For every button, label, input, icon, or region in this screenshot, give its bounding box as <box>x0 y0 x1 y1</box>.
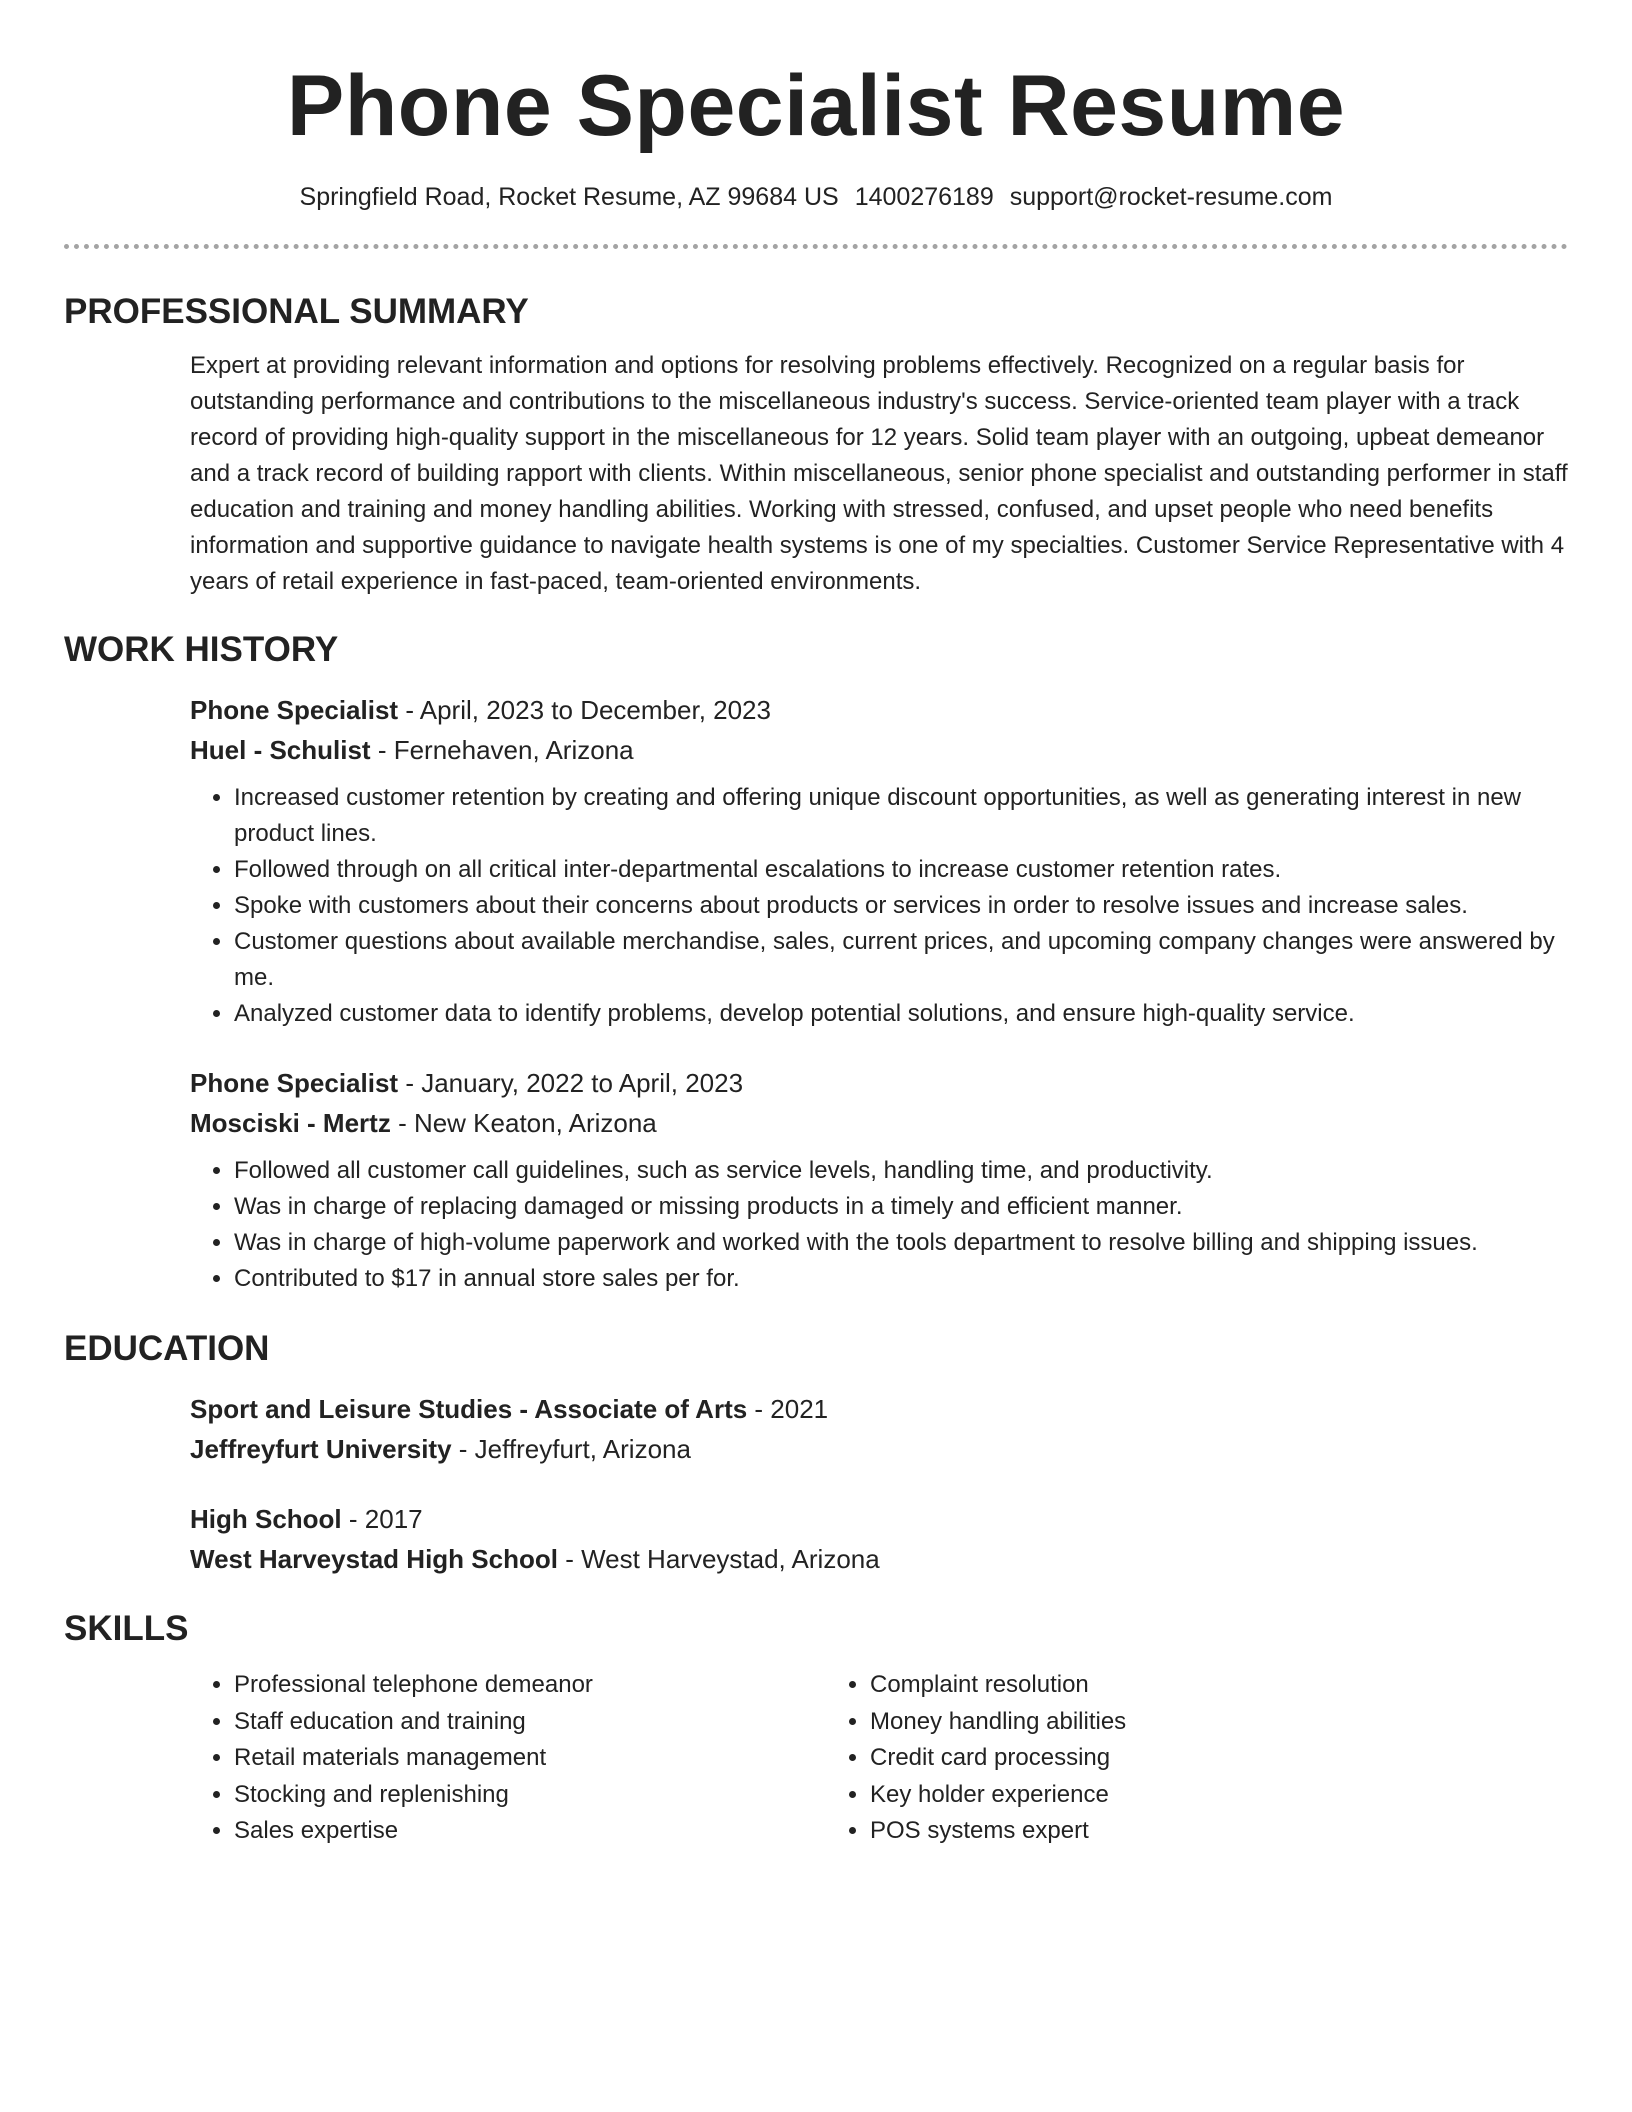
list-item: • Spoke with customers about their concerns about products or services in order to resolve issues and increase sales. <box>234 888 1568 924</box>
work-history-heading: WORK HISTORY <box>64 630 339 669</box>
degree-year: - 2017 <box>348 1504 423 1534</box>
job-dates: - January, 2022 to April, 2023 <box>405 1068 744 1098</box>
summary-heading: PROFESSIONAL SUMMARY <box>64 292 529 331</box>
job-location: - New Keaton, Arizona <box>398 1108 657 1138</box>
job-title: Phone Specialist <box>190 1068 399 1098</box>
school-line <box>190 1539 1568 1579</box>
education-heading: EDUCATION <box>64 1329 270 1368</box>
education-entry <box>190 1499 1568 1579</box>
skill-item: • POS systems expert <box>870 1813 1426 1850</box>
summary-section <box>64 290 1568 600</box>
job-company: Huel - Schulist <box>190 735 371 765</box>
skill-item: • Retail materials management <box>234 1740 826 1777</box>
summary-text: Expert at providing relevant information and options for resolving problems effectively. Recognized on a regular basis for outstanding performance and contributions to the miscellaneous industry's success. Service-oriented team player with a track record of providing high-quality support in the miscellaneous for 12 years. Solid team player with an outgoing, upbeat demeanor and a track record of building rapport with clients. Within miscellaneous, senior phone specialist and outstanding performer in staff education and training and money handling abilities. Working with stressed, confused, and upset people who need benefits information and supportive guidance to navigate health systems is one of my specialties. Customer Service Representative with 4 years of retail experience in fast-paced, team-oriented environments. <box>190 352 1568 595</box>
degree-name: High School <box>190 1504 342 1534</box>
work-history-section <box>64 628 1568 1297</box>
degree-year: - 2021 <box>754 1394 829 1424</box>
skill-item: • Complaint resolution <box>870 1667 1426 1704</box>
job-dates: - April, 2023 to December, 2023 <box>405 695 771 725</box>
contact-address: Springfield Road, Rocket Resume, AZ 99684 US <box>299 183 839 211</box>
contact-phone: 1400276189 <box>854 183 994 211</box>
job-duties-list <box>190 1153 1568 1297</box>
contact-line <box>64 180 1568 214</box>
degree-line <box>190 1499 1568 1539</box>
list-item: • Customer questions about available merchandise, sales, current prices, and upcoming company changes were answered by me. <box>234 924 1568 996</box>
degree-line <box>190 1389 1568 1429</box>
job-entry <box>190 1063 1568 1297</box>
skill-item: • Sales expertise <box>234 1813 826 1850</box>
job-title-line <box>190 1063 1568 1103</box>
school-location: - Jeffreyfurt, Arizona <box>458 1434 691 1464</box>
skill-item: • Money handling abilities <box>870 1704 1426 1741</box>
school-location: - West Harveystad, Arizona <box>565 1544 880 1574</box>
list-item: • Followed all customer call guidelines, such as service levels, handling time, and productivity. <box>234 1153 1568 1189</box>
skills-grid <box>190 1667 1568 1850</box>
list-item: • Contributed to $17 in annual store sales per for. <box>234 1261 1568 1297</box>
summary-body <box>190 348 1568 600</box>
skill-item: • Key holder experience <box>870 1777 1426 1814</box>
skill-item: • Staff education and training <box>234 1704 826 1741</box>
job-title: Phone Specialist <box>190 695 399 725</box>
header-divider <box>64 244 1568 249</box>
school-line <box>190 1429 1568 1469</box>
job-title-line <box>190 690 1568 730</box>
job-location: - Fernehaven, Arizona <box>377 735 634 765</box>
education-entry <box>190 1389 1568 1469</box>
list-item: • Was in charge of high-volume paperwork and worked with the tools department to resolve billing and shipping issues. <box>234 1225 1568 1261</box>
skills-section <box>64 1607 1568 1850</box>
job-duties-list <box>190 780 1568 1032</box>
skills-list-left <box>190 1667 826 1850</box>
skill-item: • Professional telephone demeanor <box>234 1667 826 1704</box>
school-name: Jeffreyfurt University <box>190 1434 452 1464</box>
contact-email: support@rocket-resume.com <box>1009 183 1333 211</box>
job-entry <box>190 690 1568 1032</box>
skill-item: • Stocking and replenishing <box>234 1777 826 1814</box>
degree-name: Sport and Leisure Studies - Associate of Arts <box>190 1394 748 1424</box>
list-item: • Increased customer retention by creating and offering unique discount opportunities, as well as generating interest in new product lines. <box>234 780 1568 852</box>
school-name: West Harveystad High School <box>190 1544 558 1574</box>
job-company-line <box>190 730 1568 770</box>
skill-item: • Credit card processing <box>870 1740 1426 1777</box>
list-item: • Analyzed customer data to identify problems, develop potential solutions, and ensure high-quality service. <box>234 996 1568 1032</box>
list-item: • Was in charge of replacing damaged or missing products in a timely and efficient manner. <box>234 1189 1568 1225</box>
job-company-line <box>190 1103 1568 1143</box>
skills-list-right <box>826 1667 1426 1850</box>
page-title: Phone Specialist Resume <box>286 58 1346 154</box>
education-section <box>64 1327 1568 1579</box>
job-company: Mosciski - Mertz <box>190 1108 391 1138</box>
skills-heading: SKILLS <box>64 1609 189 1648</box>
list-item: • Followed through on all critical inter-departmental escalations to increase customer retention rates. <box>234 852 1568 888</box>
